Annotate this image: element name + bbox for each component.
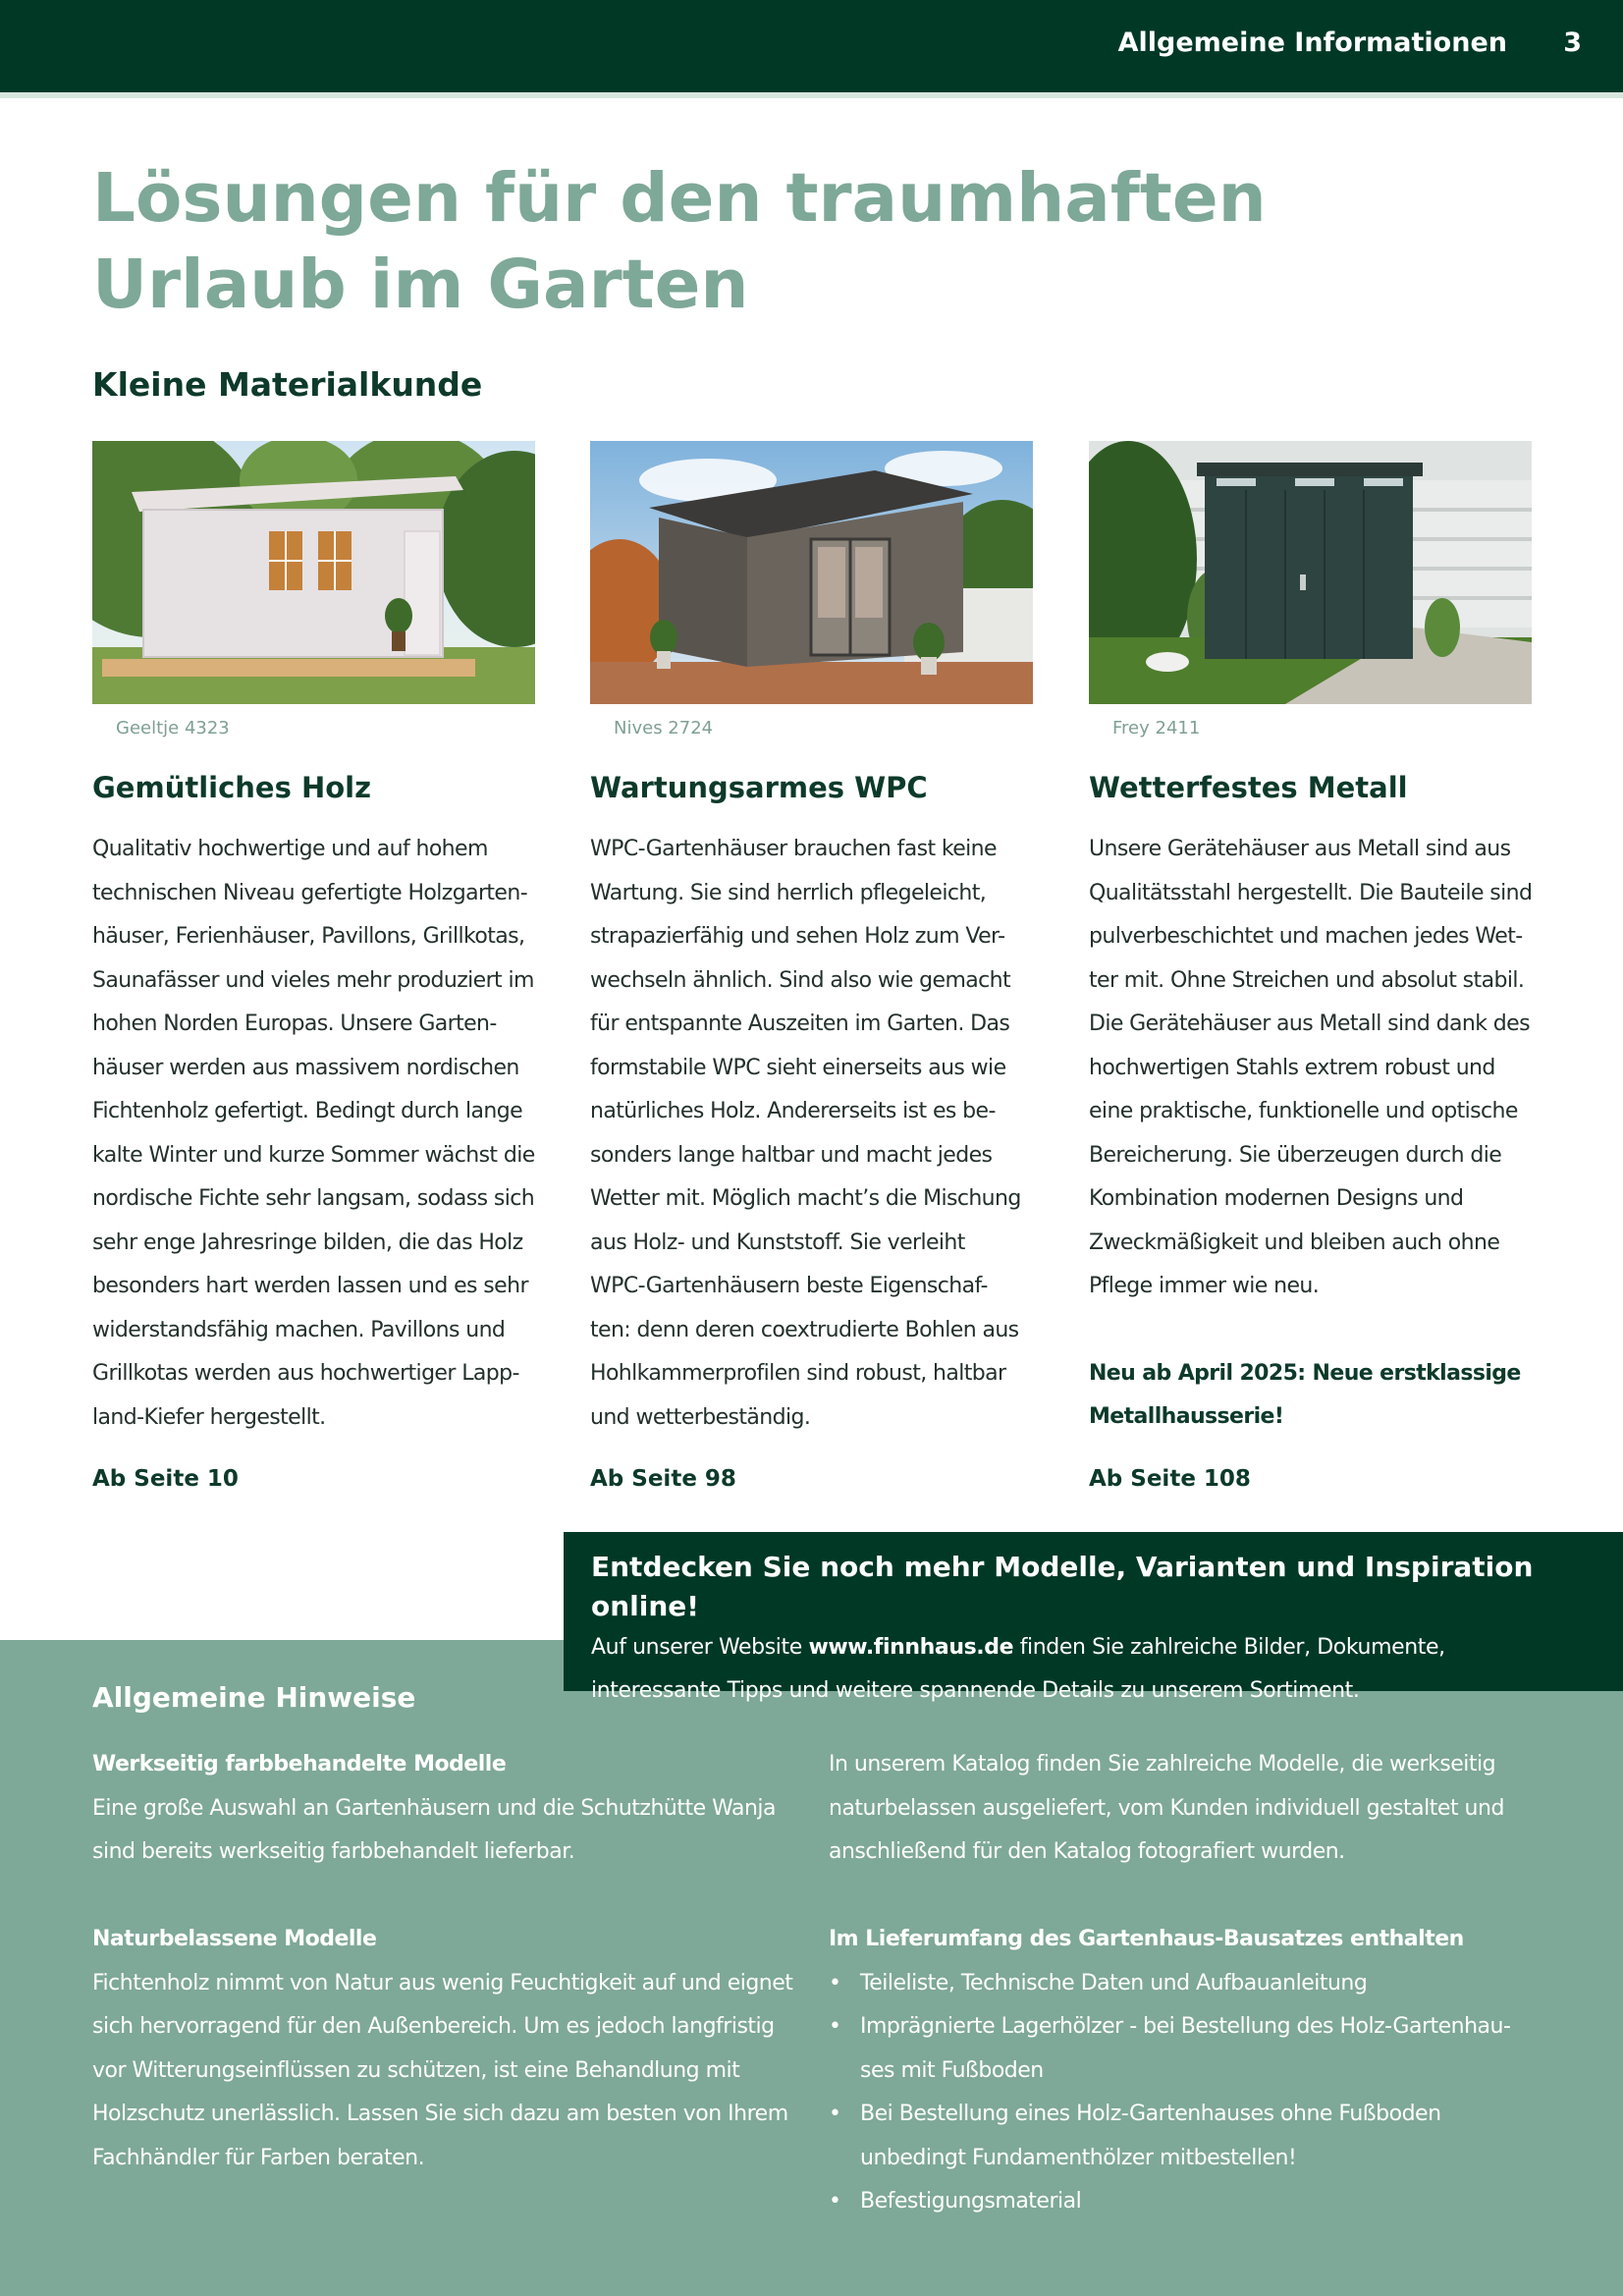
description-line: Qualitätsstahl hergestellt. Die Bauteile sind	[1089, 880, 1533, 905]
list-item	[829, 2005, 1555, 2093]
description-line: Saunafässer und vieles mehr produziert im	[92, 967, 534, 993]
description-line: Grillkotas werden aus hochwertiger Lapp-	[92, 1361, 519, 1386]
description-line: hochwertigen Stahls extrem robust und	[1089, 1055, 1495, 1080]
description-line: eine praktische, funktionelle und optische	[1089, 1099, 1518, 1123]
description-line: widerstandsfähig machen. Pavillons und	[92, 1317, 506, 1342]
description-line: hohen Norden Europas. Unsere Garten-	[92, 1011, 497, 1036]
page-reference-link[interactable]: Ab Seite 10	[92, 1466, 239, 1492]
description-line: technischen Niveau gefertigte Holzgarten-	[92, 880, 528, 905]
hint-line: Fichtenholz nimmt von Natur aus wenig Feuchtigkeit auf und eignet	[92, 1970, 793, 1995]
material-description	[92, 828, 535, 1440]
description-line: häuser werden aus massivem nordischen	[92, 1055, 519, 1080]
material-column-metal	[1089, 441, 1532, 1440]
highlight-line	[1089, 1352, 1532, 1396]
hint-line: In unserem Katalog finden Sie zahlreiche Modelle, die werkseitig	[829, 1752, 1496, 1777]
header-bar	[0, 0, 1623, 92]
bullet-icon: •	[829, 1970, 841, 1995]
hints-left-column	[92, 1743, 809, 2180]
description-line: Fichtenholz gefertigt. Bedingt durch lange	[92, 1099, 523, 1123]
page-title	[92, 155, 1271, 328]
hint-line: Fachhändler für Farben beraten.	[92, 2145, 425, 2170]
description-line: häuser, Ferienhäuser, Pavillons, Grillkotas,	[92, 924, 525, 949]
description-line: Zweckmäßigkeit und bleiben auch ohne	[1089, 1230, 1500, 1255]
list-item-line: Teileliste, Technische Daten und Aufbauanleitung	[860, 1970, 1368, 1995]
description-line: WPC-Gartenhäuser brauchen fast keine	[590, 837, 997, 861]
description-line: nordische Fichte sehr langsam, sodass sich	[92, 1186, 535, 1211]
hint-line: sich hervorragend für den Außenbereich. Um es jedoch langfristig	[92, 2014, 775, 2039]
description-line: aus Holz- und Kunststoff. Sie verleiht	[590, 1230, 965, 1255]
description-line: kalte Winter und kurze Sommer wächst die	[92, 1142, 535, 1168]
description-line: natürliches Holz. Andererseits ist es be-	[590, 1099, 996, 1123]
metal-shed-photo	[1089, 441, 1532, 704]
bullet-icon: •	[829, 2189, 841, 2214]
website-link[interactable]: www.finnhaus.de	[808, 1635, 1014, 1660]
list-item	[829, 2180, 1555, 2224]
page-reference-link[interactable]: Ab Seite 98	[590, 1466, 736, 1492]
hint-heading: Werkseitig farbbehandelte Modelle	[92, 1752, 507, 1777]
online-promo-box	[564, 1532, 1623, 1703]
highlight-text: Neu ab April 2025: Neue erstklassige	[1089, 1360, 1521, 1386]
promo-line	[591, 1626, 1596, 1669]
hint-line: vor Witterungseinflüssen zu schützen, ist eine Behandlung mit	[92, 2057, 740, 2083]
material-description	[1089, 828, 1532, 1440]
list-item-line: Bei Bestellung eines Holz-Gartenhauses ohne Fußboden	[860, 2102, 1441, 2126]
description-line: Wartung. Sie sind herrlich pflegeleicht,	[590, 880, 987, 905]
description-line: besonders hart werden lassen und es sehr	[92, 1274, 528, 1298]
description-line: strapazierfähig und sehen Holz zum Ver-	[590, 924, 1005, 949]
highlight-line	[1089, 1395, 1532, 1440]
description-line: Kombination modernen Designs und	[1089, 1186, 1464, 1211]
list-item-line: unbedingt Fundamenthölzer mitbestellen!	[860, 2145, 1297, 2170]
list-item	[829, 1962, 1555, 2006]
promo-text: finden Sie zahlreiche Bilder, Dokumente,	[1013, 1635, 1445, 1660]
hint-line: naturbelassen ausgeliefert, vom Kunden individuell gestaltet und	[829, 1795, 1504, 1821]
bullet-icon: •	[829, 2102, 841, 2126]
material-heading: Wetterfestes Metall	[1089, 771, 1408, 804]
material-heading: Wartungsarmes WPC	[590, 771, 928, 804]
page-title-line-2: Urlaub im Garten	[92, 246, 749, 324]
list-item-line: Befestigungsmaterial	[860, 2189, 1082, 2214]
product-caption: Nives 2724	[614, 718, 714, 738]
hint-line: sind bereits werkseitig farbbehandelt lieferbar.	[92, 1839, 575, 1864]
hint-heading: Im Lieferumfang des Gartenhaus-Bausatzes enthalten	[829, 1927, 1464, 1951]
description-line: wechseln ähnlich. Sind also wie gemacht	[590, 967, 1011, 993]
description-line: sehr enge Jahresringe bilden, die das Holz	[92, 1230, 523, 1255]
material-heading: Gemütliches Holz	[92, 771, 371, 804]
hint-line: Eine große Auswahl an Gartenhäusern und die Schutzhütte Wanja	[92, 1795, 776, 1821]
description-line: Pflege immer wie neu.	[1089, 1274, 1320, 1298]
hints-right-column	[829, 1743, 1555, 2224]
page-title-line-1: Lösungen für den traumhaften	[92, 159, 1267, 238]
description-line: für entspannte Auszeiten im Garten. Das	[590, 1011, 1010, 1036]
material-column-wood	[92, 441, 535, 1440]
hint-line: anschließend für den Katalog fotografiert wurden.	[829, 1839, 1345, 1864]
description-line: Die Gerätehäuser aus Metall sind dank des	[1089, 1011, 1530, 1036]
paragraph-gap	[1089, 1309, 1532, 1352]
promo-line: interessante Tipps und weitere spannende Details zu unserem Sortiment.	[591, 1678, 1360, 1703]
description-line: pulverbeschichtet und machen jedes Wet-	[1089, 924, 1523, 949]
description-line: Qualitativ hochwertige und auf hohem	[92, 837, 488, 861]
list-item-line: Imprägnierte Lagerhölzer - bei Bestellung des Holz-Gartenhau-	[860, 2014, 1511, 2039]
description-line: ten: denn deren coextrudierte Bohlen aus	[590, 1317, 1019, 1342]
page-number: 3	[1563, 27, 1582, 58]
wpc-garden-house-photo	[590, 441, 1033, 704]
list-item-line: ses mit Fußboden	[860, 2057, 1044, 2083]
product-caption: Frey 2411	[1112, 718, 1201, 738]
promo-heading: Entdecken Sie noch mehr Modelle, Varianten und Inspiration online!	[591, 1551, 1534, 1622]
hint-heading: Naturbelassene Modelle	[92, 1927, 377, 1951]
list-item	[829, 2093, 1555, 2180]
description-line: Hohlkammerprofilen sind robust, haltbar	[590, 1361, 1006, 1386]
product-caption: Geeltje 4323	[116, 718, 230, 738]
paragraph-gap	[829, 1875, 1555, 1919]
description-line: Unsere Gerätehäuser aus Metall sind aus	[1089, 837, 1511, 861]
description-line: und wetterbeständig.	[590, 1404, 811, 1430]
section-subtitle: Kleine Materialkunde	[92, 365, 483, 404]
material-description	[590, 828, 1033, 1440]
hints-title: Allgemeine Hinweise	[92, 1681, 416, 1714]
header-divider	[0, 92, 1623, 98]
wooden-garden-house-photo	[92, 441, 535, 704]
bullet-icon: •	[829, 2014, 841, 2039]
description-line: WPC-Gartenhäusern beste Eigenschaf-	[590, 1274, 988, 1298]
description-line: formstabile WPC sieht einerseits aus wie	[590, 1055, 1006, 1080]
description-line: sonders lange haltbar und macht jedes	[590, 1142, 993, 1168]
description-line: Bereicherung. Sie überzeugen durch die	[1089, 1142, 1502, 1168]
description-line: Wetter mit. Möglich macht’s die Mischung	[590, 1186, 1021, 1211]
hint-line: Holzschutz unerlässlich. Lassen Sie sich dazu am besten von Ihrem	[92, 2102, 788, 2126]
section-title: Allgemeine Informationen	[1117, 27, 1507, 58]
description-line: ter mit. Ohne Streichen und absolut stabil.	[1089, 967, 1525, 993]
description-line: land-Kiefer hergestellt.	[92, 1404, 326, 1430]
material-column-wpc	[590, 441, 1033, 1440]
promo-text: Auf unserer Website	[591, 1635, 809, 1660]
highlight-text: Metallhausserie!	[1089, 1404, 1284, 1429]
paragraph-gap	[92, 1875, 809, 1919]
page-reference-link[interactable]: Ab Seite 108	[1089, 1466, 1251, 1492]
